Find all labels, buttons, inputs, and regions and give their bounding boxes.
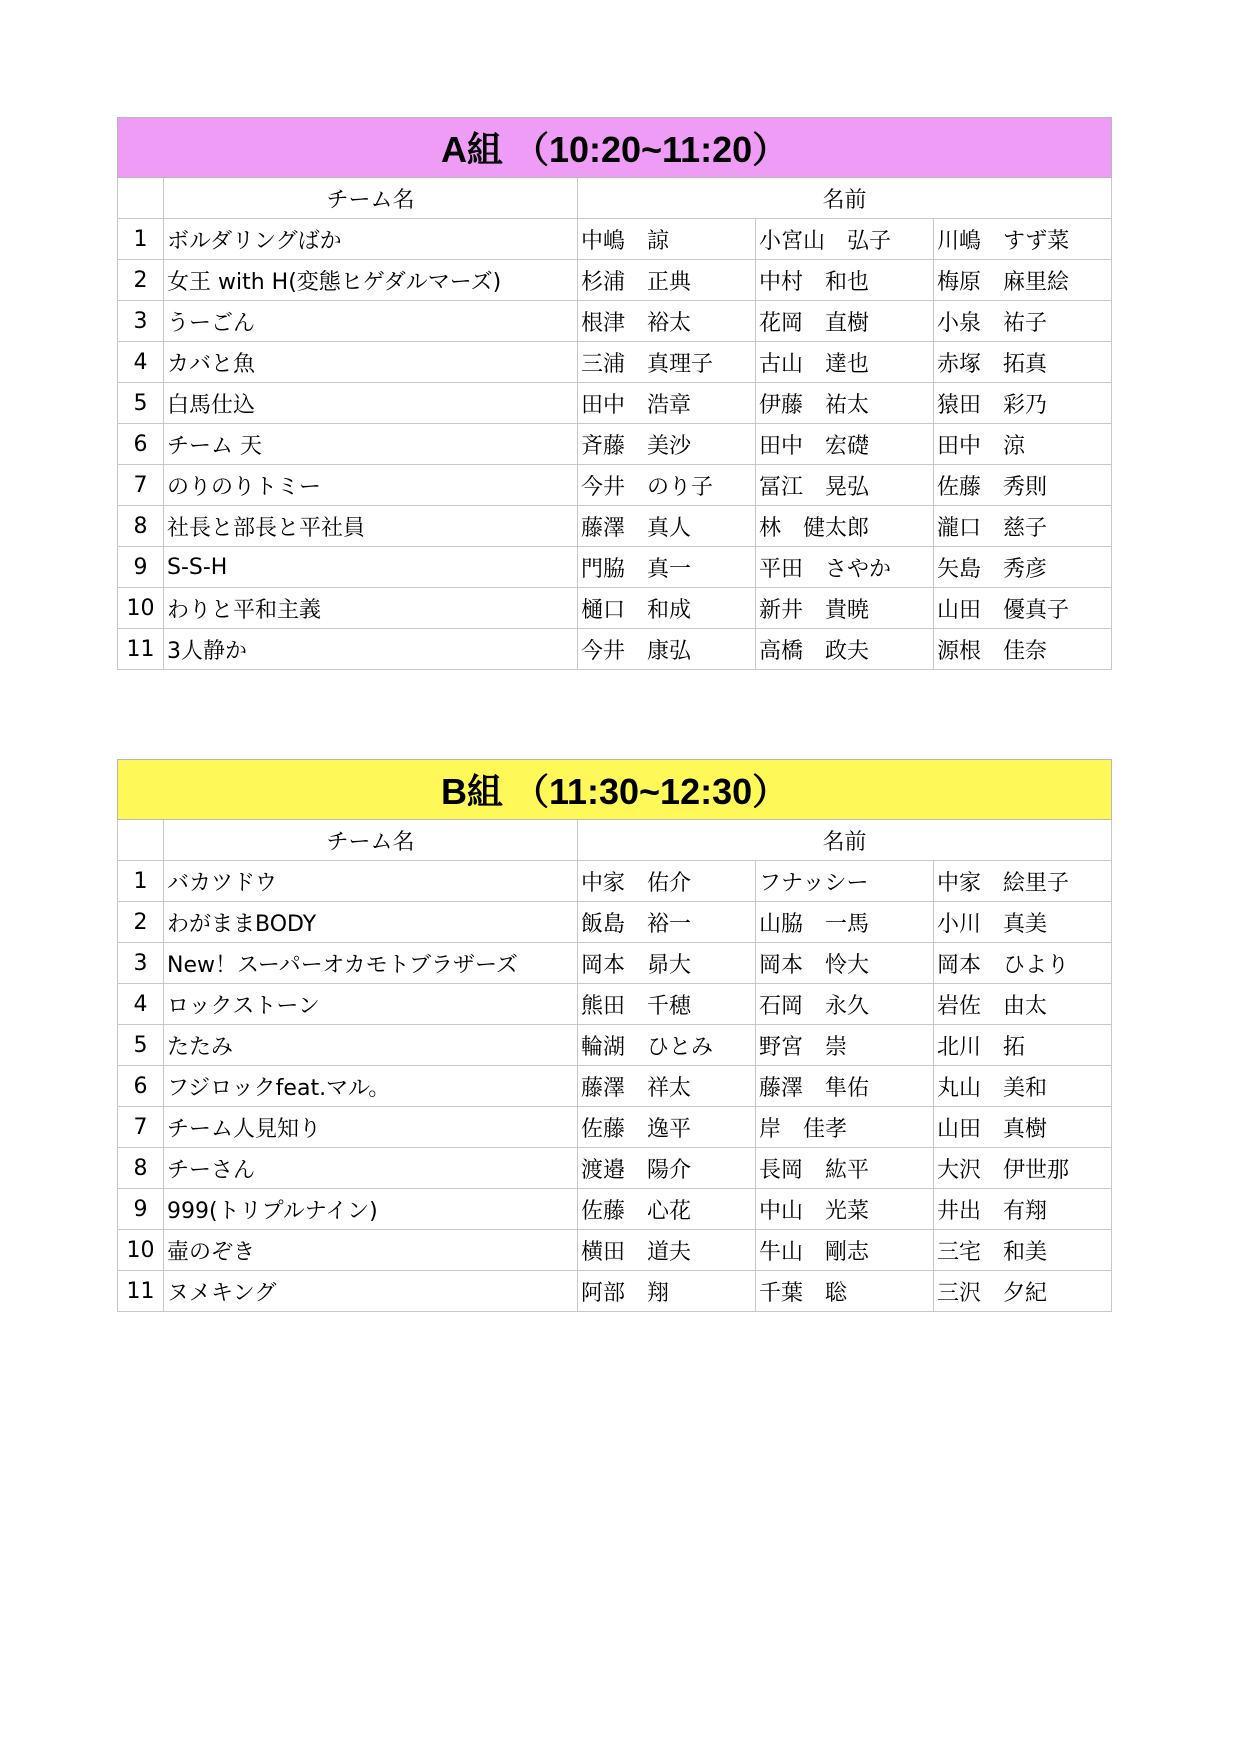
team-row — [118, 383, 1112, 424]
row-number: 9 — [118, 547, 164, 588]
team-name: チーム 天 — [164, 424, 578, 465]
team-name: 999(トリプルナイン) — [164, 1189, 578, 1230]
member-name: 井出 有翔 — [934, 1189, 1112, 1230]
member-name: 中家 佑介 — [578, 861, 756, 902]
member-name: 北川 拓 — [934, 1025, 1112, 1066]
team-name: ロックストーン — [164, 984, 578, 1025]
member-name: 新井 貴暁 — [756, 588, 934, 629]
row-number: 2 — [118, 260, 164, 301]
row-number: 4 — [118, 984, 164, 1025]
member-name: 三浦 真理子 — [578, 342, 756, 383]
member-name: 門脇 真一 — [578, 547, 756, 588]
member-name: 三沢 夕紀 — [934, 1271, 1112, 1312]
row-number: 8 — [118, 1148, 164, 1189]
row-number: 6 — [118, 424, 164, 465]
team-name: バカツドウ — [164, 861, 578, 902]
team-name: S-S-H — [164, 547, 578, 588]
member-name: 輪湖 ひとみ — [578, 1025, 756, 1066]
row-number: 5 — [118, 1025, 164, 1066]
team-row — [118, 424, 1112, 465]
team-name: 壷のぞき — [164, 1230, 578, 1271]
member-name: 古山 達也 — [756, 342, 934, 383]
member-name: 長岡 紘平 — [756, 1148, 934, 1189]
member-name: 田中 涼 — [934, 424, 1112, 465]
team-row — [118, 465, 1112, 506]
team-name: わりと平和主義 — [164, 588, 578, 629]
member-name: 小泉 祐子 — [934, 301, 1112, 342]
member-name: 樋口 和成 — [578, 588, 756, 629]
member-name: 梅原 麻里絵 — [934, 260, 1112, 301]
team-name: 女王 with H(変態ヒゲダルマーズ) — [164, 260, 578, 301]
row-number: 4 — [118, 342, 164, 383]
team-name: フジロックfeat.マル。 — [164, 1066, 578, 1107]
member-name: 阿部 翔 — [578, 1271, 756, 1312]
team-row — [118, 984, 1112, 1025]
member-name: 熊田 千穂 — [578, 984, 756, 1025]
row-number: 1 — [118, 219, 164, 260]
member-name: 中家 絵里子 — [934, 861, 1112, 902]
member-name: 藤澤 隼佑 — [756, 1066, 934, 1107]
header-team-name: チーム名 — [164, 820, 578, 861]
row-number: 11 — [118, 1271, 164, 1312]
team-row — [118, 861, 1112, 902]
member-name: 岸 佳孝 — [756, 1107, 934, 1148]
team-row — [118, 1271, 1112, 1312]
member-name: 今井 康弘 — [578, 629, 756, 670]
row-number: 9 — [118, 1189, 164, 1230]
row-number: 10 — [118, 1230, 164, 1271]
row-number: 2 — [118, 902, 164, 943]
member-name: 中山 光菜 — [756, 1189, 934, 1230]
member-name: 冨江 晃弘 — [756, 465, 934, 506]
member-name: 平田 さやか — [756, 547, 934, 588]
member-name: 三宅 和美 — [934, 1230, 1112, 1271]
row-number: 7 — [118, 1107, 164, 1148]
member-name: 佐藤 心花 — [578, 1189, 756, 1230]
group-b-title: B組 （11:30~12:30） — [118, 760, 1112, 820]
team-name: カバと魚 — [164, 342, 578, 383]
member-name: 田中 浩章 — [578, 383, 756, 424]
team-row — [118, 943, 1112, 984]
member-name: 飯島 裕一 — [578, 902, 756, 943]
member-name: 藤澤 祥太 — [578, 1066, 756, 1107]
team-name: チーさん — [164, 1148, 578, 1189]
team-name: 白馬仕込 — [164, 383, 578, 424]
member-name: 佐藤 秀則 — [934, 465, 1112, 506]
member-name: 野宮 崇 — [756, 1025, 934, 1066]
group-b-section — [117, 759, 1111, 1312]
member-name: 丸山 美和 — [934, 1066, 1112, 1107]
team-name: チーム人見知り — [164, 1107, 578, 1148]
member-name: 渡邉 陽介 — [578, 1148, 756, 1189]
member-name: 岡本 昴大 — [578, 943, 756, 984]
header-team-name: チーム名 — [164, 178, 578, 219]
member-name: 瀧口 慈子 — [934, 506, 1112, 547]
header-number — [118, 178, 164, 219]
group-a-table — [117, 117, 1112, 670]
row-number: 10 — [118, 588, 164, 629]
member-name: 山田 真樹 — [934, 1107, 1112, 1148]
team-row — [118, 1148, 1112, 1189]
header-names: 名前 — [578, 820, 1112, 861]
member-name: 伊藤 祐太 — [756, 383, 934, 424]
team-name: New！スーパーオカモトブラザーズ — [164, 943, 578, 984]
row-number: 3 — [118, 943, 164, 984]
member-name: 石岡 永久 — [756, 984, 934, 1025]
team-name: たたみ — [164, 1025, 578, 1066]
member-name: 岩佐 由太 — [934, 984, 1112, 1025]
row-number: 8 — [118, 506, 164, 547]
member-name: 猿田 彩乃 — [934, 383, 1112, 424]
member-name: 千葉 聡 — [756, 1271, 934, 1312]
member-name: 杉浦 正典 — [578, 260, 756, 301]
member-name: 岡本 ひより — [934, 943, 1112, 984]
group-b-table — [117, 759, 1112, 1312]
team-name: うーごん — [164, 301, 578, 342]
team-name: ボルダリングばか — [164, 219, 578, 260]
member-name: 佐藤 逸平 — [578, 1107, 756, 1148]
member-name: 大沢 伊世那 — [934, 1148, 1112, 1189]
group-a-section — [117, 117, 1111, 670]
team-row — [118, 1066, 1112, 1107]
member-name: 源根 佳奈 — [934, 629, 1112, 670]
team-row — [118, 260, 1112, 301]
row-number: 5 — [118, 383, 164, 424]
team-row — [118, 506, 1112, 547]
team-row — [118, 1107, 1112, 1148]
member-name: 斉藤 美沙 — [578, 424, 756, 465]
team-row — [118, 301, 1112, 342]
row-number: 6 — [118, 1066, 164, 1107]
member-name: 赤塚 拓真 — [934, 342, 1112, 383]
member-name: 小宮山 弘子 — [756, 219, 934, 260]
team-row — [118, 902, 1112, 943]
team-name: のりのりトミー — [164, 465, 578, 506]
member-name: 矢島 秀彦 — [934, 547, 1112, 588]
member-name: 中村 和也 — [756, 260, 934, 301]
member-name: フナッシー — [756, 861, 934, 902]
team-row — [118, 629, 1112, 670]
team-row — [118, 342, 1112, 383]
member-name: 川嶋 すず菜 — [934, 219, 1112, 260]
team-name: 社長と部長と平社員 — [164, 506, 578, 547]
member-name: 中嶋 諒 — [578, 219, 756, 260]
header-names: 名前 — [578, 178, 1112, 219]
row-number: 11 — [118, 629, 164, 670]
team-name: 3人静か — [164, 629, 578, 670]
member-name: 横田 道夫 — [578, 1230, 756, 1271]
team-row — [118, 1025, 1112, 1066]
team-row — [118, 547, 1112, 588]
team-row — [118, 588, 1112, 629]
team-name: ヌメキング — [164, 1271, 578, 1312]
member-name: 山脇 一馬 — [756, 902, 934, 943]
member-name: 高橋 政夫 — [756, 629, 934, 670]
team-name: わがままBODY — [164, 902, 578, 943]
member-name: 田中 宏礎 — [756, 424, 934, 465]
header-number — [118, 820, 164, 861]
member-name: 藤澤 真人 — [578, 506, 756, 547]
member-name: 花岡 直樹 — [756, 301, 934, 342]
team-row — [118, 219, 1112, 260]
row-number: 7 — [118, 465, 164, 506]
team-row — [118, 1189, 1112, 1230]
member-name: 牛山 剛志 — [756, 1230, 934, 1271]
row-number: 1 — [118, 861, 164, 902]
member-name: 小川 真美 — [934, 902, 1112, 943]
member-name: 今井 のり子 — [578, 465, 756, 506]
group-a-title: A組 （10:20~11:20） — [118, 118, 1112, 178]
member-name: 山田 優真子 — [934, 588, 1112, 629]
row-number: 3 — [118, 301, 164, 342]
team-row — [118, 1230, 1112, 1271]
member-name: 根津 裕太 — [578, 301, 756, 342]
member-name: 岡本 怜大 — [756, 943, 934, 984]
member-name: 林 健太郎 — [756, 506, 934, 547]
